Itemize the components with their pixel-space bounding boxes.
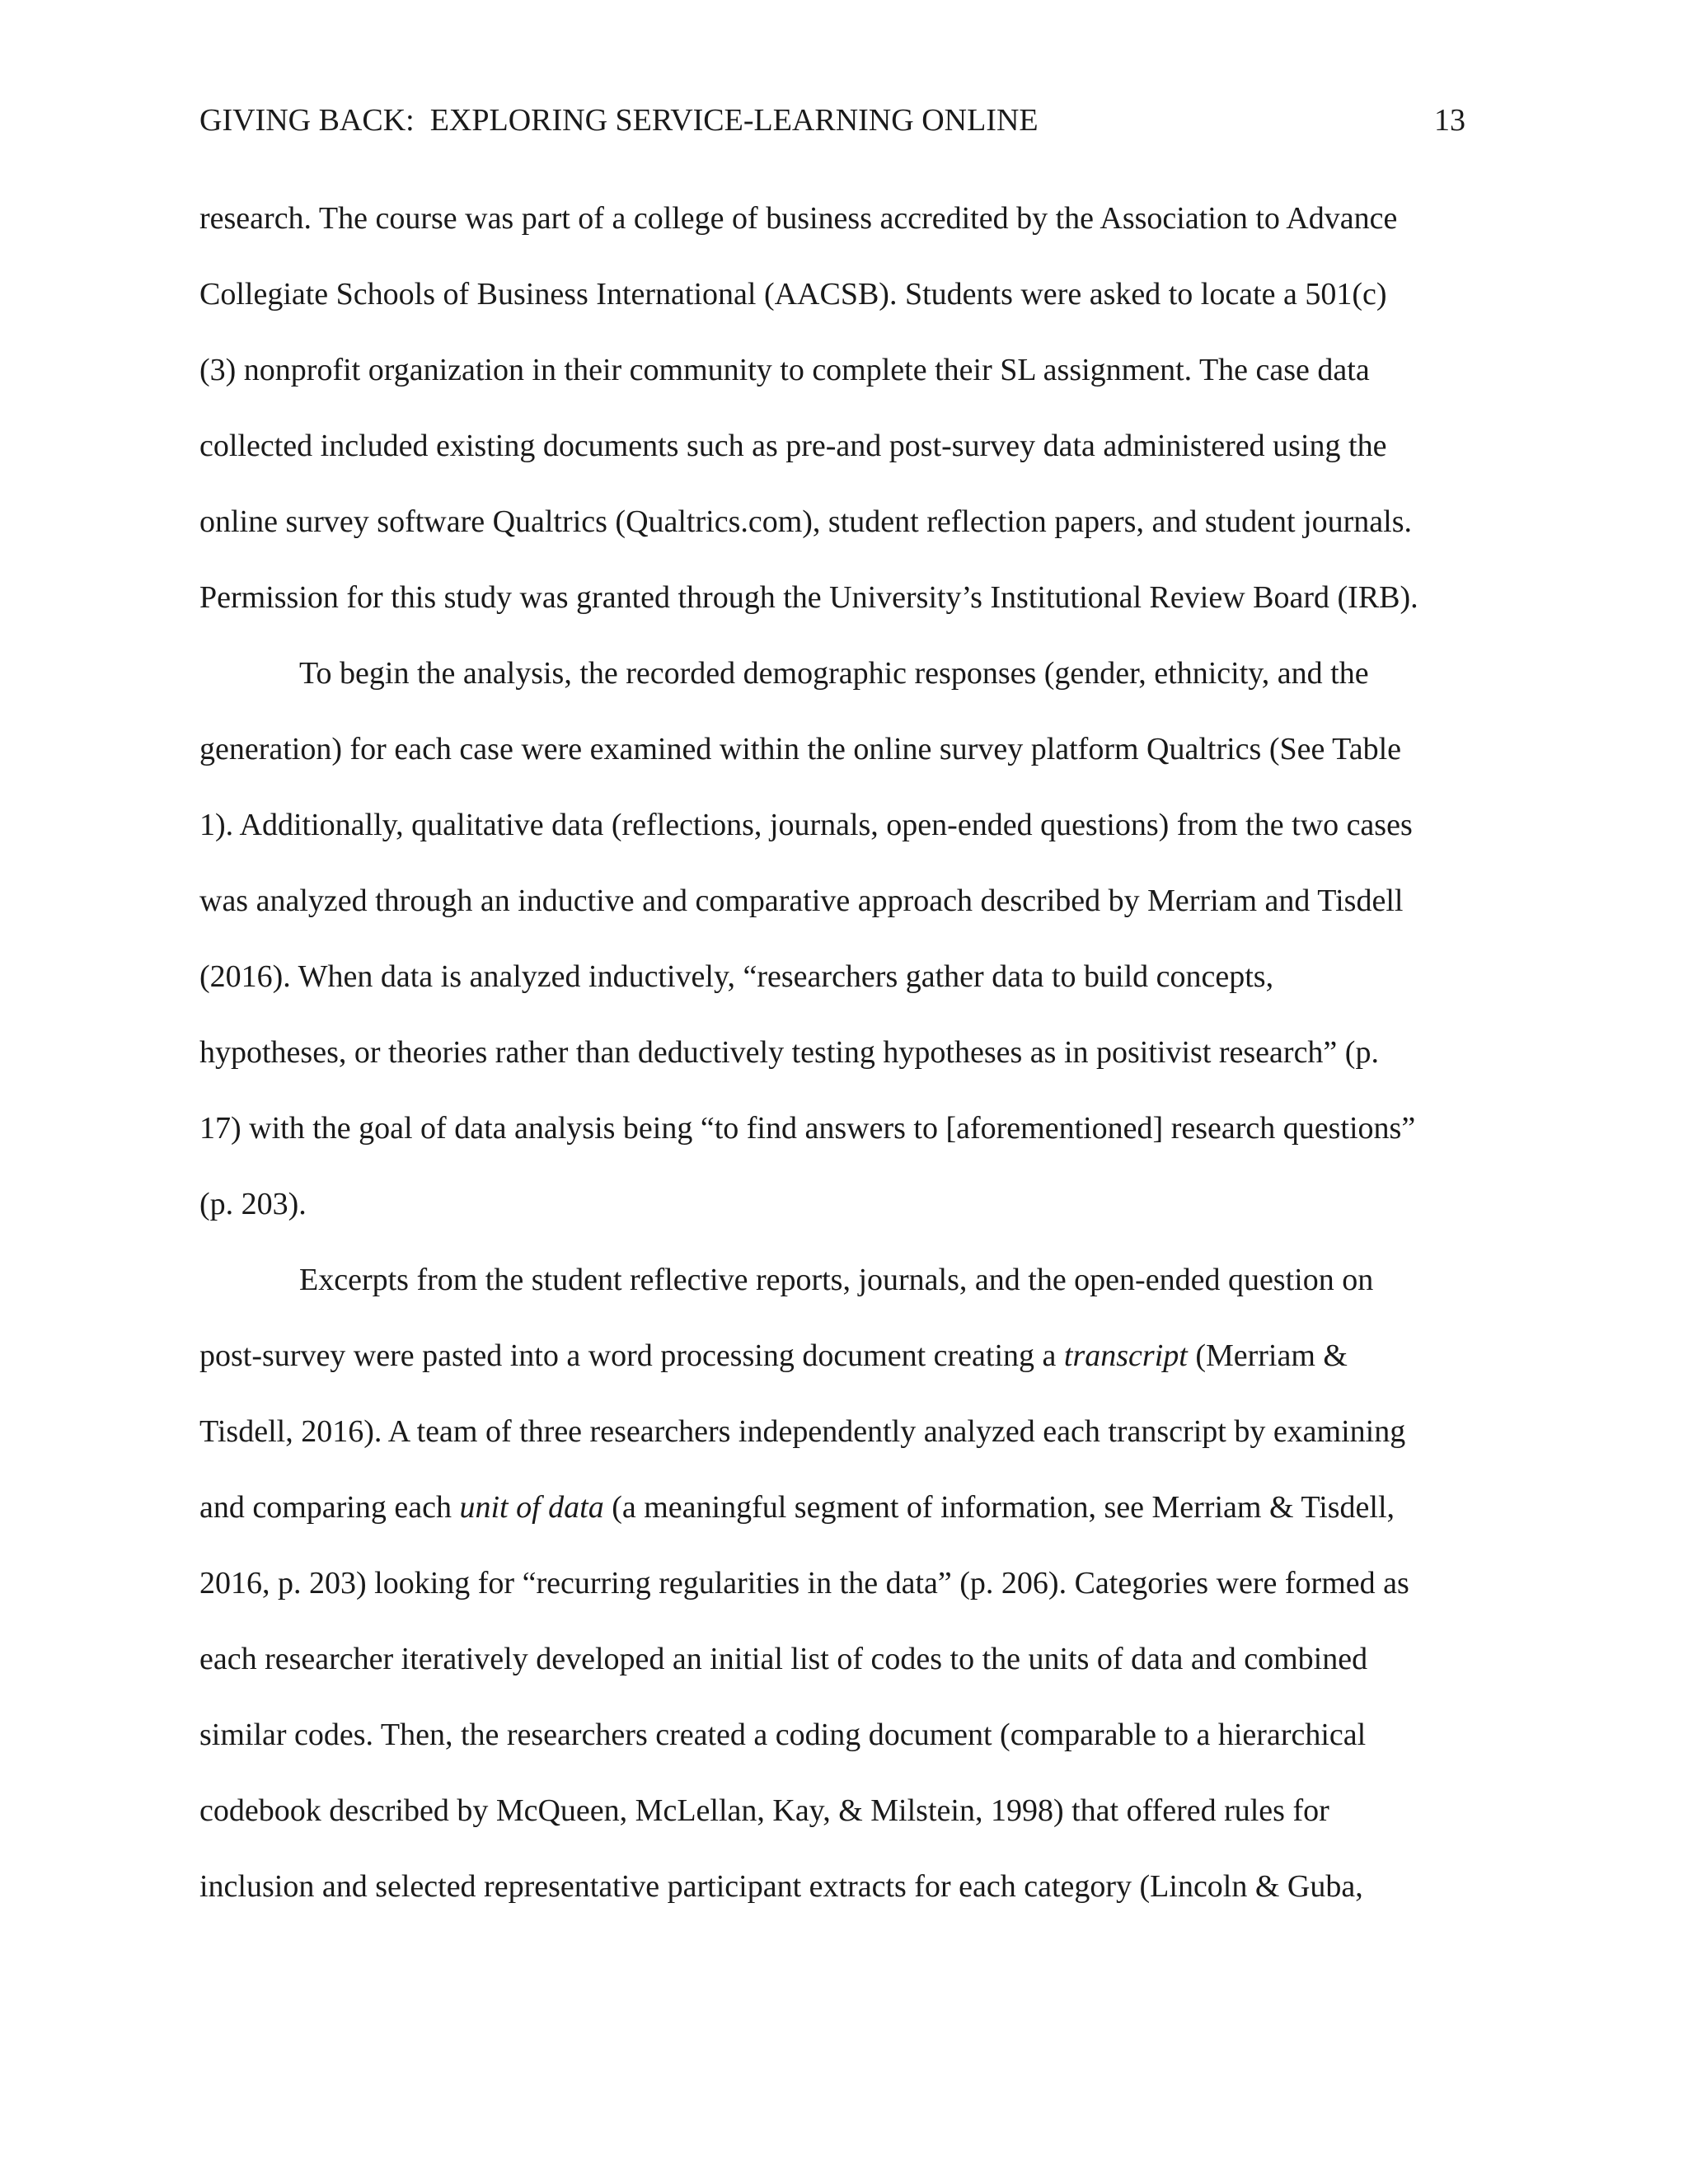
text-line <box>199 1636 1502 1712</box>
text-line <box>199 423 1502 499</box>
text-segment: collected included existing documents such as pre-and post-survey data administered using the <box>199 429 1387 463</box>
text-line <box>199 347 1502 423</box>
text-segment: (a meaningful segment of information, see Merriam & Tisdell, <box>603 1490 1395 1525</box>
text-segment: and comparing each <box>199 1490 460 1525</box>
text-line <box>199 1484 1502 1560</box>
text-segment: online survey software Qualtrics (Qualtrics.com), student reflection papers, and student journals. <box>199 504 1413 539</box>
text-segment: post-survey were pasted into a word processing document creating a <box>199 1338 1064 1373</box>
text-line <box>199 1257 1502 1333</box>
italic-term: transcript <box>1063 1338 1188 1373</box>
text-line <box>199 1105 1502 1181</box>
text-line <box>199 802 1502 878</box>
text-line <box>199 726 1502 802</box>
text-line <box>199 1333 1502 1408</box>
text-segment: codebook described by McQueen, McLellan, Kay, & Milstein, 1998) that offered rules for <box>199 1793 1329 1828</box>
text-segment: (p. 203). <box>199 1187 307 1221</box>
text-segment: (Merriam & <box>1187 1338 1348 1373</box>
text-segment: (2016). When data is analyzed inductively, “researchers gather data to build concepts, <box>199 959 1274 994</box>
text-segment: research. The course was part of a college of business accredited by the Association to Advance <box>199 201 1398 236</box>
text-segment: 2016, p. 203) looking for “recurring regularities in the data” (p. 206). Categories were formed as <box>199 1566 1409 1601</box>
text-segment: Tisdell, 2016). A team of three researchers independently analyzed each transcript by examining <box>199 1414 1406 1449</box>
body-text <box>199 195 1502 1939</box>
text-line <box>199 1181 1502 1257</box>
text-line <box>199 499 1502 574</box>
text-segment: hypotheses, or theories rather than deductively testing hypotheses as in positivist research” (p. <box>199 1035 1379 1070</box>
text-segment: was analyzed through an inductive and comparative approach described by Merriam and Tisdell <box>199 883 1404 918</box>
text-segment: 17) with the goal of data analysis being “to find answers to [aforementioned] research questions” <box>199 1111 1416 1146</box>
text-line <box>199 1788 1502 1863</box>
text-line <box>199 1029 1502 1105</box>
running-head <box>199 97 1465 143</box>
text-segment: Collegiate Schools of Business International (AACSB). Students were asked to locate a 501(c) <box>199 277 1387 312</box>
text-segment: each researcher iteratively developed an initial list of codes to the units of data and combined <box>199 1642 1368 1676</box>
text-segment: generation) for each case were examined within the online survey platform Qualtrics (See Table <box>199 732 1402 766</box>
text-line <box>199 574 1502 650</box>
italic-term: unit of data <box>459 1490 604 1525</box>
page-number: 13 <box>1434 103 1465 138</box>
text-segment: Permission for this study was granted through the University’s Institutional Review Board (IRB). <box>199 580 1418 615</box>
text-segment: 1). Additionally, qualitative data (reflections, journals, open-ended questions) from the two cases <box>199 808 1413 842</box>
text-line <box>199 1408 1502 1484</box>
text-segment: inclusion and selected representative participant extracts for each category (Lincoln & Guba, <box>199 1869 1363 1904</box>
text-line <box>199 1863 1502 1939</box>
text-segment: similar codes. Then, the researchers created a coding document (comparable to a hierarchical <box>199 1718 1367 1752</box>
text-line <box>199 1712 1502 1788</box>
text-segment: Excerpts from the student reflective reports, journals, and the open-ended question on <box>299 1263 1374 1297</box>
running-head-title: GIVING BACK: EXPLORING SERVICE-LEARNING ONLINE <box>199 103 1039 138</box>
text-line <box>199 271 1502 347</box>
text-line <box>199 878 1502 954</box>
text-line <box>199 650 1502 726</box>
text-line <box>199 1560 1502 1636</box>
text-line <box>199 954 1502 1029</box>
text-segment: (3) nonprofit organization in their community to complete their SL assignment. The case data <box>199 353 1370 387</box>
text-segment: To begin the analysis, the recorded demographic responses (gender, ethnicity, and the <box>299 656 1369 691</box>
text-line <box>199 195 1502 271</box>
